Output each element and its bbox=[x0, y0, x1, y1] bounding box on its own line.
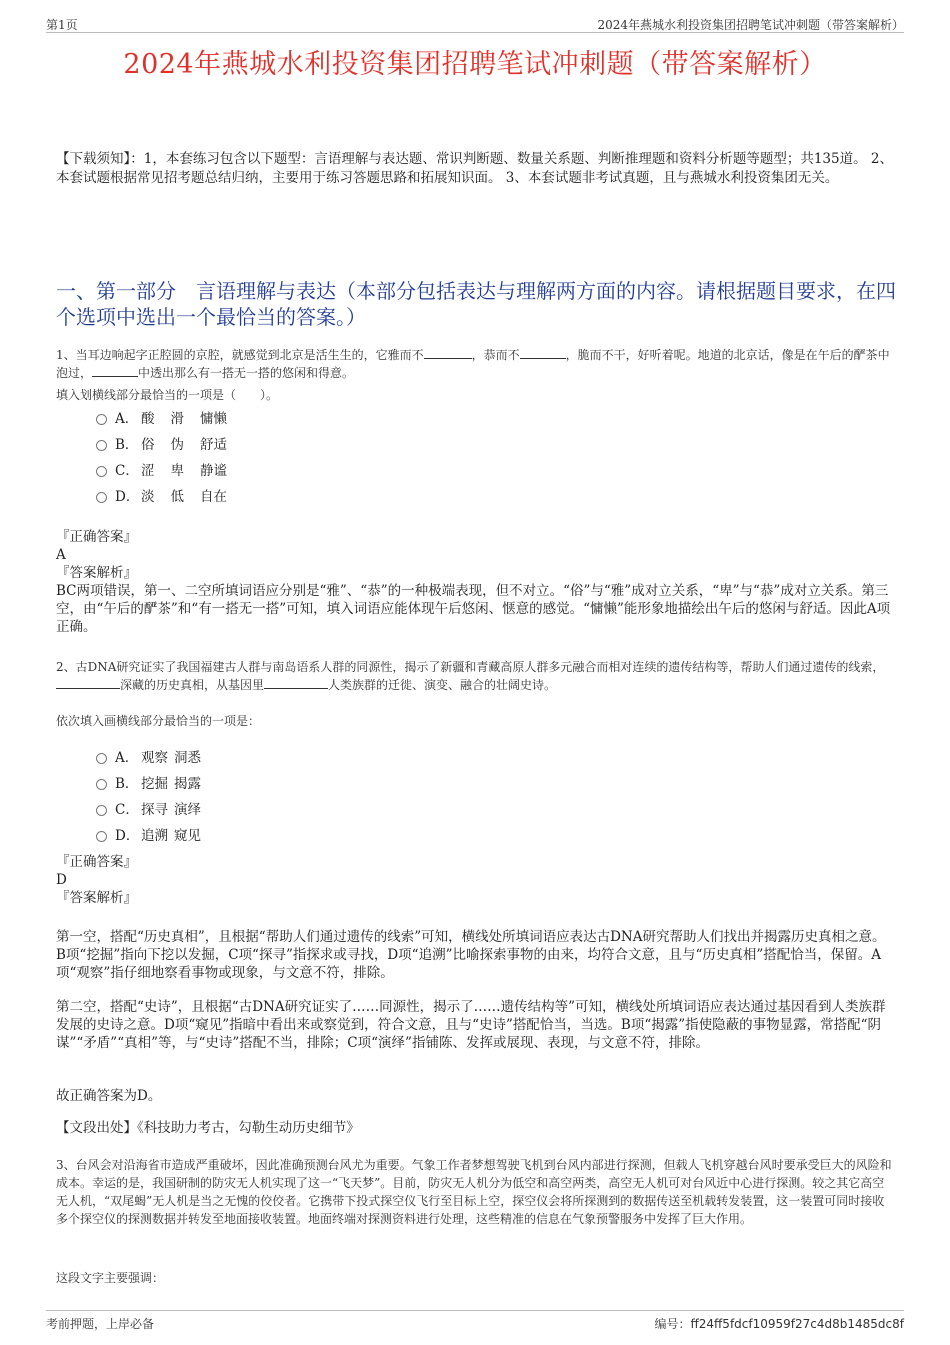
answer-value: D bbox=[56, 872, 67, 888]
radio-icon[interactable] bbox=[96, 492, 107, 503]
section-heading: 一、第一部分 言语理解与表达（本部分包括表达与理解两方面的内容。请根据题目要求，在四个选项中选出一个最恰当的答案。） bbox=[56, 279, 896, 329]
option-c[interactable]: C． 探寻 演绎 bbox=[96, 795, 217, 821]
question-2-options bbox=[96, 743, 217, 847]
question-1-options bbox=[96, 404, 243, 508]
blank-line bbox=[92, 364, 138, 377]
analysis-label: 『答案解析』 bbox=[56, 565, 137, 581]
analysis-label: 『答案解析』 bbox=[56, 890, 137, 906]
option-b[interactable]: B． 俗 伪 舒适 bbox=[96, 430, 243, 456]
question-2-stem bbox=[56, 658, 896, 694]
option-d[interactable]: D． 追溯 窥见 bbox=[96, 821, 217, 847]
option-a[interactable]: A． 酸 滑 慵懒 bbox=[96, 404, 243, 430]
question-3-stem: 3、台风会对沿海省市造成严重破坏，因此准确预测台风尤为重要。气象工作者梦想驾驶飞机到台风内部进行探测，但载人飞机穿越台风时要承受巨大的风险和成本。幸运的是，我国研制的防灾无人机实现了这一“飞天梦”。目前，防灾无人机分为低空和高空两类，高空无人机可对台风近中心进行探测。较之其它高空无人机，“双尾蝎”无人机是当之无愧的佼佼者。它携带下投式探空仪飞行至目标上空，探空仪会将所探测到的数据传送至机载转发装置，这一装置可同时接收多个探空仪的探测数据并转发至地面接收装置。地面终端对探测资料进行处理，这些精准的信息在气象预警服务中发挥了巨大作用。 bbox=[56, 1158, 892, 1226]
radio-icon[interactable] bbox=[96, 440, 107, 451]
download-notice: 【下载须知】：1，本套练习包含以下题型：言语理解与表达题、常识判断题、数量关系题、判断推理题和资料分析题等题型；共135道。 2、本套试题根据常见招考题总结归纳，主要用于练习答题思路和拓展知识面。 3、本套试题非考试真题，且与燕城水利投资集团无关。 bbox=[56, 151, 893, 186]
page-number: 第1页 bbox=[46, 18, 78, 32]
analysis-conclusion: 故正确答案为D。 bbox=[56, 1088, 162, 1104]
header-doc-title: 2024年燕城水利投资集团招聘笔试冲刺题（带答案解析） bbox=[597, 18, 904, 32]
analysis-paragraph-1: 第一空，搭配“历史真相”，且根据“帮助人们通过遗传的线索”可知，横线处所填词语应表达古DNA研究帮助人们找出并揭露历史真相之意。B项“挖掘”指向下挖以发掘，C项“探寻”指探求或寻找，D项“追溯”比喻探索事物的由来，均符合文意，且与“历史真相”搭配恰当，保留。A项“观察”指仔细地察看事物或现象，与文意不符，排除。 bbox=[56, 929, 886, 981]
question-3-prompt: 这段文字主要强调： bbox=[56, 1271, 165, 1285]
radio-icon[interactable] bbox=[96, 414, 107, 425]
blank-line bbox=[264, 676, 328, 689]
option-a[interactable]: A． 观察 洞悉 bbox=[96, 743, 217, 769]
question-2-prompt: 依次填入画横线部分最恰当的一项是： bbox=[56, 714, 261, 728]
q1-text-c: ，脆而不干，好听着呢。地道的北京话，像是在午后的酽茶中泡过， bbox=[56, 348, 890, 380]
q2-text-b: 深藏的历史真相，从基因里 bbox=[120, 678, 265, 692]
question-2-answer bbox=[56, 853, 896, 907]
question-1-stem bbox=[56, 346, 896, 382]
analysis-paragraph-2: 第二空，搭配“史诗”，且根据“古DNA研究证实了……同源性，揭示了……遗传结构等”可知，横线处所填词语应表达通过基因看到人类族群发展的史诗之意。D项“窥见”指暗中看出来或察觉到，符合文意，且与“史诗”搭配恰当，当选。B项“揭露”指使隐蔽的事物显露，常搭配“阴谋”“矛盾”“真相”等，与“史诗”搭配不当，排除；C项“演绎”指铺陈、发挥或展现、表现，与文意不符，排除。 bbox=[56, 999, 886, 1051]
q2-text-c: 人类族群的迁徙、演变、融合的壮阔史诗。 bbox=[328, 678, 557, 692]
q2-text-a: 2、古DNA研究证实了我国福建古人群与南岛语系人群的同源性，揭示了新疆和青藏高原人群多元融合而相对连续的遗传结构等，帮助人们通过遗传的线索， bbox=[56, 660, 885, 674]
footer-code: 编号：ff24ff5fdcf10959f27c4d8b1485dc8f bbox=[654, 1317, 904, 1331]
blank-line bbox=[520, 346, 566, 359]
question-1-prompt: 填入划横线部分最恰当的一项是（ ）。 bbox=[56, 388, 279, 402]
q1-text-b: ，恭而不 bbox=[471, 348, 520, 362]
radio-icon[interactable] bbox=[96, 753, 107, 764]
blank-line bbox=[56, 676, 120, 689]
question-1-answer bbox=[56, 528, 896, 636]
q1-text-d: 中透出那么有一搭无一搭的悠闲和得意。 bbox=[138, 366, 355, 380]
answer-value: A bbox=[56, 547, 66, 563]
answer-label: 『正确答案』 bbox=[56, 529, 137, 545]
blank-line bbox=[424, 346, 472, 359]
option-b[interactable]: B． 挖掘 揭露 bbox=[96, 769, 217, 795]
source-citation: 【文段出处】《科技助力考古，勾勒生动历史细节》 bbox=[56, 1120, 360, 1136]
radio-icon[interactable] bbox=[96, 831, 107, 842]
page-header bbox=[46, 14, 904, 33]
option-d[interactable]: D． 淡 低 自在 bbox=[96, 482, 243, 508]
radio-icon[interactable] bbox=[96, 779, 107, 790]
radio-icon[interactable] bbox=[96, 466, 107, 477]
radio-icon[interactable] bbox=[96, 805, 107, 816]
option-c[interactable]: C． 涩 卑 静谧 bbox=[96, 456, 243, 482]
q1-text-a: 1、当耳边响起字正腔圆的京腔，就感觉到北京是活生生的，它雅而不 bbox=[56, 348, 424, 362]
page-title: 2024年燕城水利投资集团招聘笔试冲刺题（带答案解析） bbox=[123, 49, 827, 80]
footer-slogan: 考前押题，上岸必备 bbox=[46, 1317, 155, 1331]
analysis-text: BC两项错误，第一、二空所填词语应分别是“雅”、“恭”的一种极端表现，但不对立。“俗”与“雅”成对立关系，“卑”与“恭”成对立关系。第三空，由“午后的酽茶”和“有一搭无一搭”可知，填入词语应能体现午后悠闲、惬意的感觉。“慵懒”能形象地描绘出午后的悠闲与舒适。因此A项正确。 bbox=[56, 583, 891, 635]
answer-label: 『正确答案』 bbox=[56, 854, 137, 870]
page-footer bbox=[46, 1310, 904, 1329]
